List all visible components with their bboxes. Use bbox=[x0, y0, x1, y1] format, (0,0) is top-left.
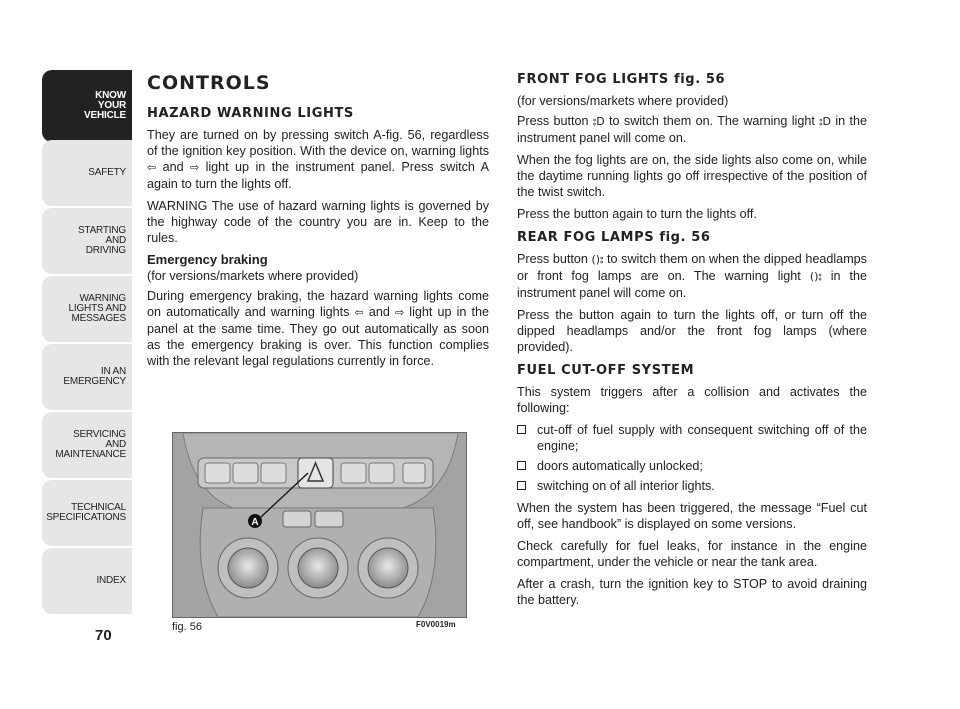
tab-warning-lights-and-messages[interactable] bbox=[42, 276, 132, 342]
tab-label-line: SAFETY bbox=[88, 167, 126, 178]
tab-servicing-and-maintenance[interactable] bbox=[42, 412, 132, 478]
hazard-heading: HAZARD WARNING LIGHTS bbox=[147, 106, 354, 121]
fuel-cutoff-paragraph-2: When the system has been triggered, the message “Fuel cut off, see handbook” is displayed on some versions. bbox=[517, 501, 867, 531]
hazard-right-arrow-icon: ⇨ bbox=[394, 306, 405, 319]
figure-code: F0V0019m bbox=[416, 620, 456, 629]
tab-label-line: TECHNICAL bbox=[71, 502, 126, 513]
dashboard-controls-figure bbox=[172, 432, 467, 618]
fuel-cutoff-heading: FUEL CUT-OFF SYSTEM bbox=[517, 363, 695, 378]
tab-know-your-vehicle[interactable] bbox=[42, 70, 132, 142]
hazard-left-arrow-icon: ⇦ bbox=[147, 161, 157, 174]
hazard-warning: WARNING The use of hazard warning lights is governed by the highway code of the country you are in. Keep to the rules. bbox=[147, 199, 489, 245]
front-fog-heading: FRONT FOG LIGHTS fig. 56 bbox=[517, 72, 726, 87]
tab-label-line: WARNING bbox=[79, 293, 126, 304]
tab-in-an-emergency[interactable] bbox=[42, 344, 132, 410]
front-fog-icon: ⦂D bbox=[592, 115, 605, 128]
fuel-cutoff-paragraph-3: Check carefully for fuel leaks, for instance in the engine compartment, under the vehicle or near the tank area. bbox=[517, 539, 867, 569]
dashboard-controls-illustration bbox=[173, 433, 466, 617]
front-fog-paragraph-3: Press the button again to turn the lights off. bbox=[517, 207, 757, 221]
rear-fog-heading: REAR FOG LAMPS fig. 56 bbox=[517, 230, 711, 245]
fuel-cutoff-list bbox=[517, 422, 867, 494]
tab-label-line: SPECIFICATIONS bbox=[46, 512, 126, 523]
emergency-braking-heading: Emergency braking bbox=[147, 252, 268, 267]
list-item: doors automatically unlocked; bbox=[517, 458, 867, 474]
tab-label-line: AND bbox=[105, 439, 126, 450]
tab-technical-specifications[interactable] bbox=[42, 480, 132, 546]
front-fog-icon: ⦂D bbox=[819, 115, 831, 128]
front-fog-paragraph-2: When the fog lights are on, the side lights also come on, while the daytime running lights go off irrespective of the position of the twist switch. bbox=[517, 153, 867, 199]
tab-label-line: LIGHTS AND bbox=[68, 303, 126, 314]
tab-label-line: EMERGENCY bbox=[63, 376, 126, 387]
hazard-paragraph: They are turned on by pressing switch A-fig. 56, regardless of the ignition key position. With the device on, warning lights ⇦ and ⇨ light up in the instrument panel. Press switch A again to turn the lights off. bbox=[147, 128, 489, 191]
figure-caption: fig. 56 bbox=[172, 621, 202, 633]
checkbox-bullet-icon bbox=[517, 425, 526, 434]
tab-index[interactable] bbox=[42, 548, 132, 614]
emergency-braking-note: (for versions/markets where provided) bbox=[147, 269, 359, 283]
list-item: switching on of all interior lights. bbox=[517, 478, 867, 494]
front-fog-note: (for versions/markets where provided) bbox=[517, 94, 729, 108]
tab-starting-and-driving[interactable] bbox=[42, 208, 132, 274]
tab-label-line: VEHICLE bbox=[84, 110, 126, 121]
hazard-left-arrow-icon: ⇦ bbox=[354, 306, 364, 319]
fuel-cutoff-paragraph-4: After a crash, turn the ignition key to STOP to avoid draining the battery. bbox=[517, 577, 867, 607]
tab-safety[interactable] bbox=[42, 140, 132, 206]
fuel-cutoff-intro: This system triggers after a collision and activates the following: bbox=[517, 385, 867, 415]
rear-fog-paragraph: Press button ()⦂ to switch them on when the dipped headlamps or front fog lamps are on. The warning light ()⦂ in the instrument panel will come on. bbox=[517, 252, 867, 300]
tab-label-line: MAINTENANCE bbox=[55, 449, 126, 460]
tab-label-line: KNOW bbox=[95, 90, 126, 101]
tab-label-line: IN AN bbox=[100, 366, 126, 377]
front-fog-paragraph: Press button ⦂D to switch them on. The warning light ⦂D in the instrument panel will come on. bbox=[517, 114, 867, 145]
tab-label-line: STARTING bbox=[77, 225, 126, 236]
page-number: 70 bbox=[95, 627, 112, 644]
rear-fog-icon: ()⦂ bbox=[809, 270, 822, 283]
tab-label-line: SERVICING bbox=[72, 429, 126, 440]
hazard-right-arrow-icon: ⇨ bbox=[189, 161, 200, 174]
tab-label-line: INDEX bbox=[96, 575, 126, 586]
left-column bbox=[147, 72, 489, 375]
rear-fog-icon: ()⦂ bbox=[591, 253, 604, 266]
tab-label-line: DRIVING bbox=[85, 245, 126, 256]
right-column bbox=[517, 72, 867, 614]
tab-label-line: YOUR bbox=[97, 100, 126, 111]
tab-label-line: MESSAGES bbox=[71, 313, 126, 324]
tab-label-line: AND bbox=[105, 235, 126, 246]
checkbox-bullet-icon bbox=[517, 461, 526, 470]
callout-label: A bbox=[251, 517, 259, 528]
rear-fog-paragraph-2: Press the button again to turn the lights off, or turn off the dipped headlamps and/or the front fog lamps (where provided). bbox=[517, 308, 867, 354]
list-item: cut-off of fuel supply with consequent switching off of the engine; bbox=[517, 422, 867, 454]
emergency-braking-paragraph: During emergency braking, the hazard warning lights come on automatically and warning lights ⇦ and ⇨ light up in the panel at the same time. They go out automatically as soon as the emergency braking is over. This function complies with the relevant legal regulations currently in force. bbox=[147, 289, 490, 368]
page-title: CONTROLS bbox=[147, 72, 271, 94]
checkbox-bullet-icon bbox=[517, 481, 526, 490]
